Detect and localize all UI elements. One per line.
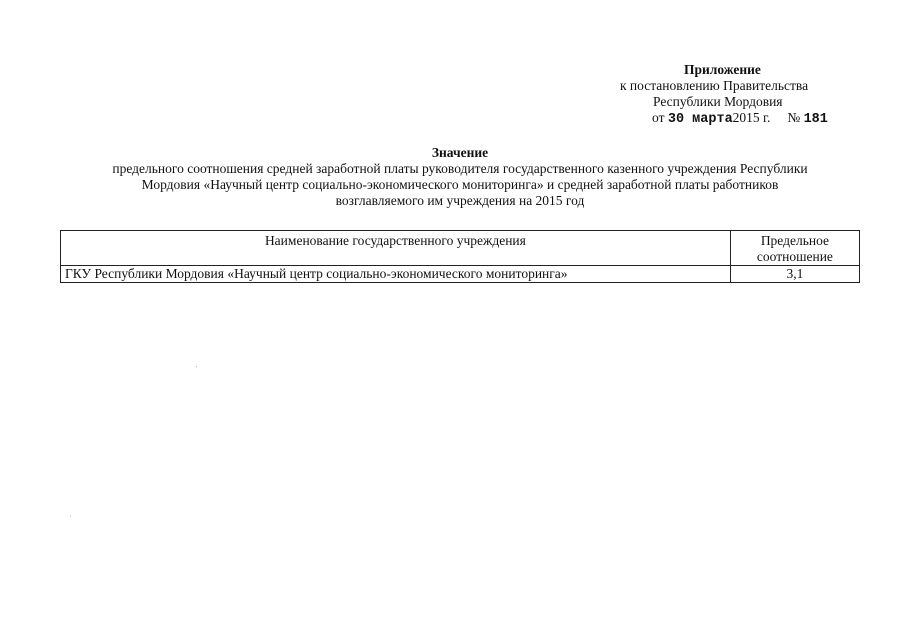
header-ratio xyxy=(730,231,859,266)
header-ratio-line-2: соотношение xyxy=(756,249,833,264)
appendix-date-line xyxy=(600,110,840,128)
document-heading xyxy=(50,145,870,209)
cell-ratio-value: 3,1 xyxy=(730,266,859,283)
appendix-block xyxy=(600,62,840,128)
table-header-row xyxy=(61,231,860,266)
scan-speck xyxy=(70,516,71,517)
date-year: 2015 г. xyxy=(732,110,771,125)
header-ratio-line-1: Предельное xyxy=(760,233,830,248)
heading-line-3: возглавляемого им учреждения на 2015 год xyxy=(335,193,585,208)
appendix-title: Приложение xyxy=(684,62,761,77)
ratio-table xyxy=(60,230,860,283)
heading-line-1: предельного соотношения средней заработной платы руководителя государственного казенного учреждения Республики xyxy=(112,161,808,176)
cell-institution-name: ГКУ Республики Мордовия «Научный центр социально-экономического мониторинга» xyxy=(61,266,731,283)
number-prefix: № xyxy=(787,110,801,125)
date-stamp: 30 марта xyxy=(667,112,733,127)
table-row xyxy=(61,266,860,283)
scan-speck xyxy=(196,366,197,367)
appendix-line-resolution: к постановлению Правительства xyxy=(620,78,809,93)
heading-title: Значение xyxy=(431,145,489,160)
number-stamp: 181 xyxy=(803,112,828,127)
appendix-line-republic: Республики Мордовия xyxy=(653,94,783,109)
date-prefix: от xyxy=(652,110,665,125)
heading-line-2: Мордовия «Научный центр социально-экономического мониторинга» и средней заработной платы работников xyxy=(141,177,779,192)
header-institution-name: Наименование государственного учреждения xyxy=(61,231,731,266)
